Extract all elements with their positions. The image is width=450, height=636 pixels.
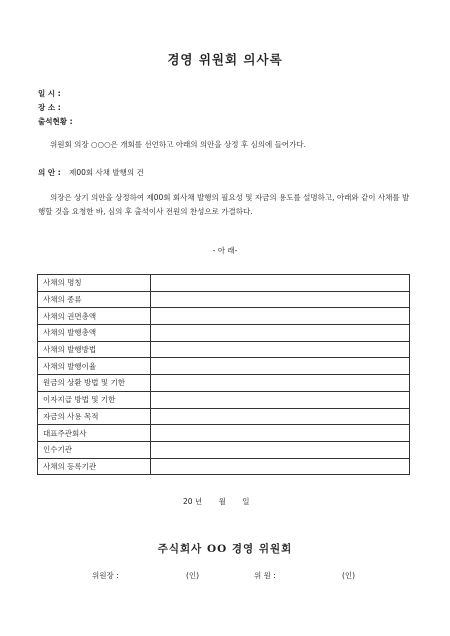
- table-row: [38, 325, 410, 342]
- table-row-label: 사채의 발행방법: [38, 341, 151, 358]
- agenda-line: [38, 167, 144, 178]
- intro-paragraph: 위원회 의장 ○○○은 개회를 선언하고 아래의 의안을 상정 후 심의에 들어가다.: [50, 140, 306, 149]
- table-row: [38, 341, 410, 358]
- agenda-value: 제00회 사채 발행의 건: [69, 168, 144, 177]
- table-row: [38, 391, 410, 408]
- bond-details-table: [37, 274, 410, 475]
- table-row-value: [151, 441, 410, 458]
- meta-place-label: 장 소 :: [38, 103, 61, 112]
- table-row: [38, 291, 410, 308]
- table-row-value: [151, 408, 410, 425]
- table-row-label: 사채의 종류: [38, 291, 151, 308]
- table-row: [38, 458, 410, 475]
- table-row-label: 사채의 발행이율: [38, 358, 151, 375]
- date-month: 월: [218, 497, 226, 506]
- table-row: [38, 358, 410, 375]
- company-name: 주식회사 OO 경영 위원회: [157, 543, 293, 555]
- table-row-value: [151, 308, 410, 325]
- table-row-label: 사채의 권면총액: [38, 308, 151, 325]
- table-row-value: [151, 291, 410, 308]
- table-row: [38, 375, 410, 392]
- table-row-label: 대표주관회사: [38, 425, 151, 442]
- member-label: 위 원 :: [254, 571, 276, 580]
- table-row-label: 사채의 등록기관: [38, 458, 151, 475]
- table-row-label: 인수기관: [38, 441, 151, 458]
- date-day: 일: [242, 497, 250, 506]
- table-row-label: 사채의 명칭: [38, 275, 151, 292]
- table-row: [38, 408, 410, 425]
- meta-attendance-label: 출석현황 :: [38, 117, 73, 126]
- table-row: [38, 308, 410, 325]
- date-year: 20 년: [183, 497, 203, 506]
- table-row-value: [151, 275, 410, 292]
- agenda-label: 의 안 :: [38, 168, 61, 177]
- table-row-value: [151, 325, 410, 342]
- chair-label: 위원장 :: [92, 571, 119, 580]
- below-heading: - 아 래-: [212, 246, 238, 255]
- table-row: [38, 275, 410, 292]
- table-row-value: [151, 375, 410, 392]
- body-paragraph: 의장은 상기 의안을 상정하여 제00회 회사채 발행의 필요성 및 자금의 용도를 설명하고, 아래와 같이 사채를 발행할 것을 요청한 바, 심의 후 출석이사 전원의 찬성으로 가결하다.: [38, 193, 410, 216]
- table-row-label: 자금의 사용 목적: [38, 408, 151, 425]
- document-title: 경영 위원회 의사록: [167, 52, 283, 67]
- meta-date-label: 일 시 :: [38, 89, 61, 98]
- date-line: [183, 496, 249, 507]
- table-row-value: [151, 458, 410, 475]
- table-row-value: [151, 341, 410, 358]
- table-row-value: [151, 391, 410, 408]
- member-seal: (인): [342, 571, 356, 580]
- table-row-value: [151, 425, 410, 442]
- table-row-label: 이자지급 방법 및 기한: [38, 391, 151, 408]
- table-row-label: 원금의 상환 방법 및 기한: [38, 375, 151, 392]
- chair-seal: (인): [186, 571, 200, 580]
- table-row: [38, 425, 410, 442]
- table-row-label: 사채의 발행총액: [38, 325, 151, 342]
- table-row: [38, 441, 410, 458]
- table-row-value: [151, 358, 410, 375]
